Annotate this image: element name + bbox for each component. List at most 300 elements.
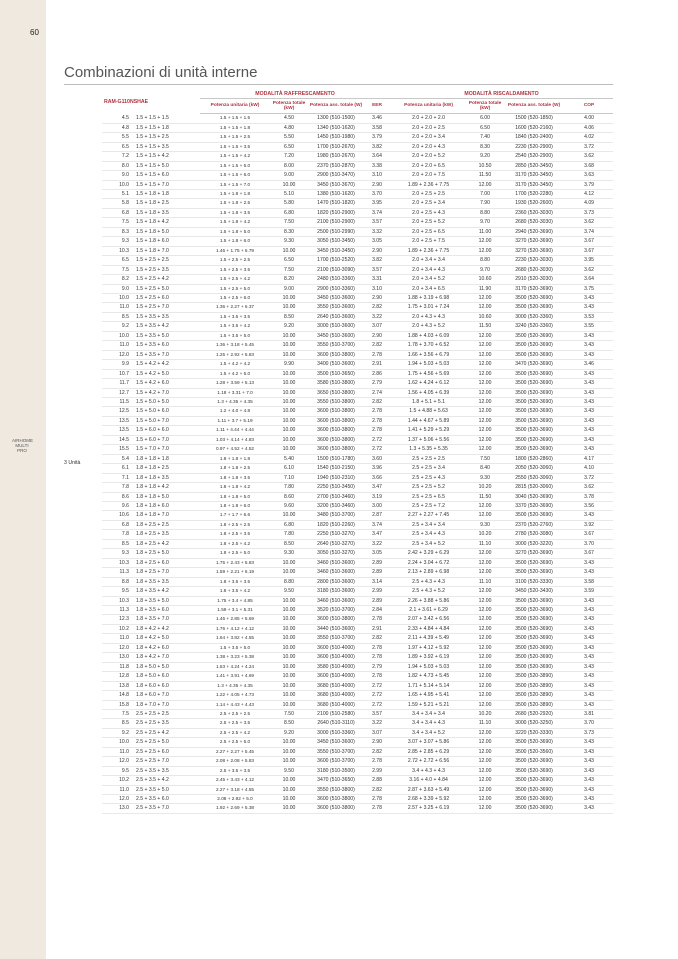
- table-cell: 1.8 + 1.8 + 2.5: [132, 464, 200, 473]
- table-cell: 1.8 + 2.5 + 2.5: [132, 520, 200, 529]
- table-cell: 11.8: [102, 662, 132, 671]
- table-cell: 2640 (510-3270): [308, 539, 364, 548]
- table-cell: 1.5 + 4.2 + 7.0: [132, 388, 200, 397]
- table-row: [64, 218, 613, 227]
- table-cell: 3500 (520-3690): [503, 634, 565, 643]
- col-header: Potenza totale (kW): [270, 99, 308, 114]
- table-cell: 2.5 + 2.5 + 2.5: [200, 709, 270, 718]
- table-cell: 1.22 + 4.05 + 4.73: [200, 691, 270, 700]
- table-cell: 7.5: [102, 265, 132, 274]
- table-cell: 2.0 + 2.5 + 3.4: [390, 199, 467, 208]
- table-cell: 2.87 + 3.63 + 5.49: [390, 785, 467, 794]
- table-cell: 3600 (510-4000): [308, 653, 364, 662]
- table-row: [64, 312, 613, 321]
- table-cell: 2780 (520-3080): [503, 530, 565, 539]
- table-cell: 10.00: [270, 700, 308, 709]
- table-cell: 2.5 + 2.5 + 6.0: [132, 747, 200, 756]
- table-cell: 1.8 + 6.0 + 7.0: [132, 691, 200, 700]
- table-cell: 9.2: [102, 728, 132, 737]
- table-row: [64, 454, 613, 463]
- table-cell: 2100 (510-2900): [308, 218, 364, 227]
- table-cell: 10.00: [270, 681, 308, 690]
- table-cell: 1.8 + 5.0 + 6.0: [132, 672, 200, 681]
- table-cell: 12.00: [467, 766, 503, 775]
- table-cell: 1.89 + 2.36 + 7.75: [390, 246, 467, 255]
- table-cell: 10.00: [270, 672, 308, 681]
- table-cell: 6.5: [102, 256, 132, 265]
- table-cell: 3.43: [565, 653, 613, 662]
- table-cell: 3170 (520-3690): [503, 284, 565, 293]
- table-cell: 1700 (510-2670): [308, 142, 364, 151]
- table-cell: 2.91: [364, 624, 390, 633]
- table-cell: 10.00: [270, 643, 308, 652]
- table-cell: 3.73: [565, 208, 613, 217]
- table-cell: 11.0: [102, 341, 132, 350]
- table-cell: 10.00: [270, 747, 308, 756]
- table-cell: 1.5 + 1.8 + 1.8: [200, 190, 270, 199]
- table-row: [64, 398, 613, 407]
- table-cell: 1.5 + 5.0 + 5.0: [132, 398, 200, 407]
- col-header: Potenza ass. totale (W): [308, 99, 364, 114]
- table-cell: 2.82: [364, 398, 390, 407]
- table-cell: 4.09: [565, 199, 613, 208]
- table-cell: 3000 (520-3250): [503, 719, 565, 728]
- table-cell: 6.1: [102, 464, 132, 473]
- table-cell: 3.56: [565, 501, 613, 510]
- table-cell: 1.44 + 4.67 + 5.89: [390, 416, 467, 425]
- table-cell: 3.63: [565, 171, 613, 180]
- table-cell: 3.31: [364, 275, 390, 284]
- table-cell: 1.36 + 2.27 + 6.37: [200, 303, 270, 312]
- table-cell: 3.57: [364, 265, 390, 274]
- table-cell: 6.8: [102, 208, 132, 217]
- table-row: [64, 747, 613, 756]
- table-cell: 9.9: [102, 360, 132, 369]
- table-cell: 2.5 + 2.5 + 4.2: [200, 728, 270, 737]
- table-row: [64, 501, 613, 510]
- side-label-line: MULTI PRO: [15, 443, 29, 453]
- table-cell: 3.43: [565, 303, 613, 312]
- table-cell: 3.72: [565, 473, 613, 482]
- table-cell: 12.00: [467, 379, 503, 388]
- table-cell: 1.8 + 1.8 + 6.0: [200, 501, 270, 510]
- table-cell: 2.08 + 2.08 + 5.83: [200, 757, 270, 766]
- table-cell: 1940 (510-2310): [308, 473, 364, 482]
- table-cell: 3.43: [565, 672, 613, 681]
- table-cell: 3.43: [565, 747, 613, 756]
- table-cell: 3.43: [565, 605, 613, 614]
- table-row: [64, 265, 613, 274]
- table-cell: 10.00: [270, 605, 308, 614]
- table-cell: 1.5 + 1.8 + 2.5: [200, 199, 270, 208]
- table-cell: 10.00: [270, 180, 308, 189]
- table-cell: 2.78: [364, 416, 390, 425]
- table-row: [64, 511, 613, 520]
- table-cell: 1.8 + 5.0 + 5.0: [132, 662, 200, 671]
- table-cell: 3600 (510-3800): [308, 350, 364, 359]
- table-cell: 3600 (510-4000): [308, 643, 364, 652]
- table-cell: 3.67: [565, 549, 613, 558]
- table-cell: 1.8 + 4.2 + 7.0: [132, 653, 200, 662]
- table-cell: 2370 (520-2760): [503, 520, 565, 529]
- table-cell: 3.43: [565, 407, 613, 416]
- table-cell: 3450 (510-3600): [308, 331, 364, 340]
- table-cell: 1.8 + 7.0 + 7.0: [132, 700, 200, 709]
- table-cell: 11.50: [467, 171, 503, 180]
- table-cell: 3580 (510-4000): [308, 662, 364, 671]
- table-cell: 13.5: [102, 426, 132, 435]
- table-cell: 1.5 + 3.5 + 3.5: [200, 312, 270, 321]
- table-cell: 12.00: [467, 747, 503, 756]
- table-cell: 10.00: [270, 407, 308, 416]
- table-cell: 3.43: [565, 691, 613, 700]
- table-cell: 2.90: [364, 294, 390, 303]
- table-row: [64, 369, 613, 378]
- table-cell: 3600 (510-3800): [308, 416, 364, 425]
- table-cell: 10.00: [270, 398, 308, 407]
- table-row: [64, 152, 613, 161]
- table-cell: 4.50: [270, 114, 308, 123]
- table-cell: 9.0: [102, 171, 132, 180]
- table-cell: 3500 (520-3690): [503, 757, 565, 766]
- table-cell: 11.0: [102, 747, 132, 756]
- table-cell: 12.00: [467, 643, 503, 652]
- table-cell: 2500 (510-2990): [308, 227, 364, 236]
- table-cell: 3.72: [565, 142, 613, 151]
- table-cell: 1.5 + 4.2 + 4.2: [132, 360, 200, 369]
- table-cell: 3460 (510-3600): [308, 568, 364, 577]
- table-cell: 2.5 + 3.4 + 3.4: [390, 520, 467, 529]
- table-cell: 3.43: [565, 700, 613, 709]
- table-cell: 3500 (520-3690): [503, 350, 565, 359]
- table-cell: 3550 (510-3700): [308, 747, 364, 756]
- table-cell: 10.00: [270, 303, 308, 312]
- table-cell: 10.00: [270, 785, 308, 794]
- table-cell: 3.43: [565, 350, 613, 359]
- table-row: [64, 653, 613, 662]
- table-cell: 1930 (520-2600): [503, 199, 565, 208]
- table-cell: 3.62: [565, 265, 613, 274]
- table-cell: 2.86: [364, 369, 390, 378]
- table-cell: 10.00: [270, 388, 308, 397]
- table-cell: 1.5 + 3.5 + 7.0: [132, 350, 200, 359]
- table-cell: 7.80: [270, 483, 308, 492]
- table-cell: 2.79: [364, 379, 390, 388]
- table-cell: 5.5: [102, 133, 132, 142]
- table-cell: 1.38 + 3.23 + 5.38: [200, 653, 270, 662]
- table-cell: 1840 (520-2400): [503, 133, 565, 142]
- table-cell: 1.25 + 2.92 + 5.83: [200, 350, 270, 359]
- table-row: [64, 596, 613, 605]
- table-cell: 3370 (520-3690): [503, 501, 565, 510]
- table-cell: 1.5 + 2.5 + 7.0: [132, 303, 200, 312]
- table-cell: 1.8 + 1.8 + 2.5: [200, 464, 270, 473]
- table-cell: 2.82: [364, 747, 390, 756]
- table-cell: 12.00: [467, 587, 503, 596]
- table-row: [64, 341, 613, 350]
- table-cell: 8.50: [270, 312, 308, 321]
- table-cell: 1.37 + 5.06 + 5.56: [390, 435, 467, 444]
- table-cell: 11.7: [102, 379, 132, 388]
- table-cell: 2.5 + 4.3 + 5.2: [390, 587, 467, 596]
- table-cell: 10.00: [270, 624, 308, 633]
- table-cell: 3.43: [565, 757, 613, 766]
- table-cell: 2.90: [364, 738, 390, 747]
- table-row: [64, 322, 613, 331]
- table-cell: 1.5 + 1.5 + 1.5: [132, 114, 200, 123]
- table-cell: 3.43: [565, 294, 613, 303]
- table-cell: 10.7: [102, 369, 132, 378]
- table-cell: 3500 (520-3690): [503, 426, 565, 435]
- table-cell: 1.8 + 3.5 + 6.0: [132, 605, 200, 614]
- table-cell: 1.8 + 5.1 + 5.1: [390, 398, 467, 407]
- table-row: [64, 426, 613, 435]
- table-cell: 12.00: [467, 634, 503, 643]
- table-cell: 3.64: [364, 152, 390, 161]
- table-cell: 3500 (520-3690): [503, 568, 565, 577]
- table-cell: 3500 (520-3690): [503, 416, 565, 425]
- table-row: [64, 776, 613, 785]
- combinations-table: [64, 92, 613, 814]
- table-cell: 1380 (510-1620): [308, 190, 364, 199]
- table-cell: 12.00: [467, 605, 503, 614]
- table-cell: 3.22: [364, 719, 390, 728]
- table-cell: 1.5 + 3.5 + 5.0: [132, 331, 200, 340]
- table-cell: 2.78: [364, 757, 390, 766]
- table-cell: 1.5 + 1.5 + 5.0: [200, 161, 270, 170]
- table-cell: 3.43: [565, 388, 613, 397]
- table-cell: 10.00: [270, 776, 308, 785]
- table-cell: 1.5 + 1.8 + 2.5: [132, 199, 200, 208]
- table-cell: 12.00: [467, 691, 503, 700]
- table-cell: 1.71 + 5.14 + 5.14: [390, 681, 467, 690]
- table-cell: 8.00: [270, 161, 308, 170]
- table-cell: 1.5 + 4.2 + 5.0: [132, 369, 200, 378]
- table-cell: 1.46 + 2.85 + 5.69: [200, 615, 270, 624]
- table-cell: 3.43: [565, 341, 613, 350]
- table-cell: 9.90: [270, 360, 308, 369]
- table-cell: 1.5 + 1.5 + 4.2: [132, 152, 200, 161]
- table-cell: 12.8: [102, 672, 132, 681]
- table-cell: 6.50: [467, 123, 503, 132]
- table-cell: 8.30: [467, 142, 503, 151]
- table-cell: 3220 (520-3330): [503, 728, 565, 737]
- table-cell: 10.00: [270, 634, 308, 643]
- table-row: [64, 256, 613, 265]
- table-cell: 3.47: [364, 483, 390, 492]
- table-cell: 3100 (520-3330): [503, 577, 565, 586]
- table-cell: 5.80: [270, 199, 308, 208]
- table-cell: 15.8: [102, 700, 132, 709]
- table-cell: 1.8 + 3.5 + 4.2: [132, 587, 200, 596]
- table-cell: 3.43: [565, 398, 613, 407]
- table-cell: 1.5 + 1.5 + 5.0: [132, 161, 200, 170]
- table-cell: 2.5 + 2.5 + 4.3: [390, 473, 467, 482]
- table-cell: 2.78: [364, 350, 390, 359]
- table-cell: 1.5 + 2.5 + 3.5: [200, 265, 270, 274]
- table-row: [64, 577, 613, 586]
- table-cell: 8.0: [102, 161, 132, 170]
- table-cell: 3.79: [565, 180, 613, 189]
- table-cell: 10.00: [270, 662, 308, 671]
- table-row: [64, 624, 613, 633]
- table-cell: 10.0: [102, 331, 132, 340]
- table-cell: 2.27 + 2.27 + 7.45: [390, 511, 467, 520]
- table-cell: 2.78: [364, 426, 390, 435]
- table-cell: 2.89: [364, 558, 390, 567]
- table-cell: 3200 (510-3460): [308, 501, 364, 510]
- table-row: [64, 672, 613, 681]
- table-cell: 14.5: [102, 435, 132, 444]
- table-cell: 12.00: [467, 331, 503, 340]
- table-cell: 3580 (510-3800): [308, 379, 364, 388]
- table-cell: 1.5 + 3.5 + 5.0: [200, 643, 270, 652]
- table-cell: 2.5 + 3.4 + 4.3: [390, 530, 467, 539]
- table-cell: 1.36 + 3.18 + 5.45: [200, 341, 270, 350]
- table-cell: 3550 (510-3800): [308, 785, 364, 794]
- table-cell: 2.5 + 2.5 + 4.2: [132, 728, 200, 737]
- table-cell: 2540 (520-2900): [503, 152, 565, 161]
- table-cell: 1340 (510-1620): [308, 123, 364, 132]
- table-cell: 3.60: [364, 454, 390, 463]
- table-cell: 2.90: [364, 180, 390, 189]
- table-row: [64, 785, 613, 794]
- table-cell: 2.90: [364, 331, 390, 340]
- table-cell: 1.3 + 4.35 + 4.35: [200, 681, 270, 690]
- table-cell: 1500 (510-1780): [308, 454, 364, 463]
- table-cell: 3440 (510-3600): [308, 624, 364, 633]
- table-cell: 11.10: [467, 577, 503, 586]
- table-cell: 7.40: [467, 133, 503, 142]
- table-cell: 11.10: [467, 719, 503, 728]
- table-cell: 2.5 + 2.5 + 5.2: [390, 483, 467, 492]
- table-row: [64, 804, 613, 813]
- table-cell: 2.5 + 3.5 + 4.2: [132, 776, 200, 785]
- table-cell: 3.43: [565, 511, 613, 520]
- table-cell: 1.11 + 3.7 + 5.19: [200, 416, 270, 425]
- table-cell: 1.5 + 1.5 + 2.5: [132, 133, 200, 142]
- table-cell: 2.5 + 3.4 + 5.2: [390, 539, 467, 548]
- table-cell: 1820 (510-2260): [308, 520, 364, 529]
- table-cell: 2.57 + 3.25 + 6.19: [390, 804, 467, 813]
- table-cell: 2550 (520-3060): [503, 473, 565, 482]
- table-cell: 1.94 + 5.03 + 5.03: [390, 662, 467, 671]
- table-cell: 3.10: [364, 284, 390, 293]
- table-cell: 3.43: [565, 331, 613, 340]
- table-cell: 1.59 + 2.21 + 6.19: [200, 568, 270, 577]
- table-cell: 10.00: [270, 426, 308, 435]
- table-cell: 3.95: [364, 199, 390, 208]
- table-cell: 1820 (510-2900): [308, 208, 364, 217]
- table-cell: 9.30: [467, 520, 503, 529]
- table-cell: 12.00: [467, 398, 503, 407]
- table-cell: 3.74: [565, 227, 613, 236]
- table-cell: 2.1 + 3.61 + 6.29: [390, 605, 467, 614]
- table-row: [64, 407, 613, 416]
- table-cell: 12.00: [467, 776, 503, 785]
- table-cell: 8.2: [102, 275, 132, 284]
- table-cell: 3.4 + 3.4 + 3.4: [390, 709, 467, 718]
- table-cell: 5.40: [270, 454, 308, 463]
- table-cell: 1800 (520-2860): [503, 454, 565, 463]
- table-cell: 1.94 + 5.03 + 5.03: [390, 360, 467, 369]
- table-cell: 3.43: [565, 624, 613, 633]
- table-cell: 2.0 + 2.5 + 7.5: [390, 237, 467, 246]
- table-cell: 1.5 + 7.0 + 7.0: [132, 445, 200, 454]
- table-cell: 2.5 + 2.5 + 3.5: [132, 719, 200, 728]
- table-cell: 3500 (520-3690): [503, 596, 565, 605]
- table-cell: 1.5 + 2.5 + 2.5: [200, 256, 270, 265]
- table-row: [64, 643, 613, 652]
- table-cell: 12.00: [467, 662, 503, 671]
- table-cell: 10.3: [102, 596, 132, 605]
- table-cell: 11.50: [467, 322, 503, 331]
- table-cell: 4.5: [102, 114, 132, 123]
- table-cell: 10.00: [270, 350, 308, 359]
- col-header: Potenza totale (kW): [467, 99, 503, 114]
- table-cell: 10.00: [270, 331, 308, 340]
- table-cell: 12.00: [467, 303, 503, 312]
- table-cell: 3600 (510-3800): [308, 435, 364, 444]
- table-cell: 1.5 + 1.8 + 5.0: [200, 227, 270, 236]
- table-cell: 3500 (520-3690): [503, 785, 565, 794]
- table-cell: 4.02: [565, 133, 613, 142]
- table-cell: 3.00: [364, 501, 390, 510]
- table-cell: 11.3: [102, 568, 132, 577]
- table-cell: 1540 (510-2150): [308, 464, 364, 473]
- table-cell: 9.5: [102, 587, 132, 596]
- table-cell: 3500 (520-3890): [503, 691, 565, 700]
- model-header: RAM-G110NSHAE: [104, 99, 149, 106]
- table-cell: 12.00: [467, 785, 503, 794]
- table-cell: 3600 (510-3800): [308, 615, 364, 624]
- table-cell: 10.0: [102, 180, 132, 189]
- table-cell: 6.8: [102, 520, 132, 529]
- table-cell: 2.13 + 2.89 + 6.98: [390, 568, 467, 577]
- table-cell: 3500 (520-3690): [503, 379, 565, 388]
- table-cell: 10.0: [102, 738, 132, 747]
- table-cell: 1.5 + 1.5 + 3.5: [200, 142, 270, 151]
- table-cell: 2.5 + 4.3 + 4.3: [390, 577, 467, 586]
- table-cell: 3180 (510-3500): [308, 766, 364, 775]
- table-cell: 3.43: [565, 596, 613, 605]
- table-cell: 1.5 + 3.5 + 5.0: [200, 331, 270, 340]
- table-cell: 2.72: [364, 435, 390, 444]
- table-cell: 2.88: [364, 776, 390, 785]
- table-cell: 3500 (520-3690): [503, 643, 565, 652]
- table-cell: 12.00: [467, 237, 503, 246]
- table-cell: 12.00: [467, 435, 503, 444]
- table-cell: 3500 (510-3650): [308, 369, 364, 378]
- table-cell: 1.2 + 4.0 + 4.8: [200, 407, 270, 416]
- table-cell: 3500 (520-3690): [503, 795, 565, 804]
- table-cell: 2.0 + 2.0 + 6.5: [390, 161, 467, 170]
- table-cell: 12.00: [467, 180, 503, 189]
- table-cell: 9.30: [270, 237, 308, 246]
- table-cell: 3450 (510-3670): [308, 180, 364, 189]
- table-cell: 3000 (510-3600): [308, 322, 364, 331]
- table-cell: 3500 (520-3690): [503, 558, 565, 567]
- table-cell: 3.43: [565, 558, 613, 567]
- table-cell: 1.3 + 4.35 + 4.35: [200, 398, 270, 407]
- table-cell: 7.8: [102, 483, 132, 492]
- table-cell: 1.5 + 1.8 + 3.5: [200, 208, 270, 217]
- table-cell: 1.5 + 1.8 + 1.8: [132, 190, 200, 199]
- table-cell: 11.0: [102, 785, 132, 794]
- table-cell: 2700 (510-3460): [308, 492, 364, 501]
- table-row: [64, 237, 613, 246]
- table-cell: 2.0 + 3.4 + 3.4: [390, 256, 467, 265]
